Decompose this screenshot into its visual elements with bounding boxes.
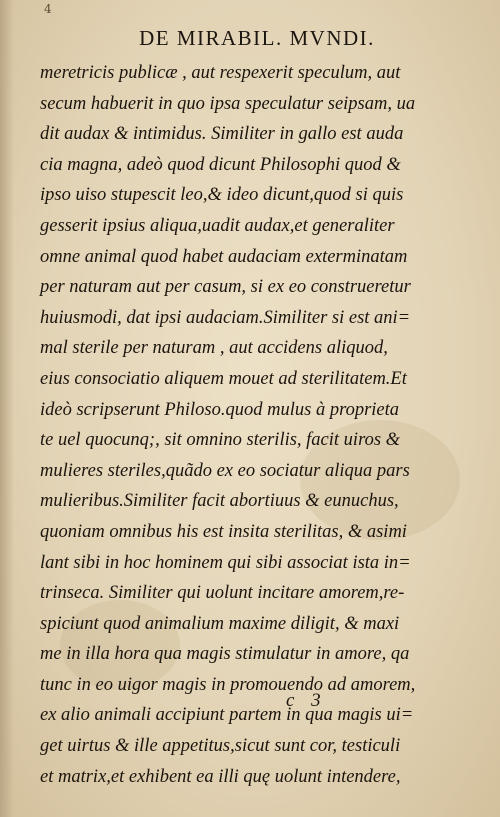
text-line: eius consociatio aliquem mouet ad sterilitatem.Et — [40, 368, 407, 389]
text-line: omne animal quod habet audaciam exterminatam — [40, 246, 408, 267]
text-line: cia magna, adeò quod dicunt Philosophi quod & — [40, 154, 401, 175]
text-line: quoniam omnibus his est insita sterilitas, & asimi — [40, 521, 407, 542]
text-line: ex alio animali accipiunt partem in qua magis ui= — [40, 705, 414, 726]
running-head: DE MIRABIL. MVNDI. — [139, 26, 375, 50]
text-line: huiusmodi, dat ipsi audaciam.Similiter si est ani= — [40, 307, 411, 328]
page-edge-shadow — [0, 0, 14, 817]
text-line: mulieres steriles,quãdo ex eo sociatur aliqua pars — [40, 460, 410, 481]
text-line: dit audax & intimidus. Similiter in gallo est auda — [40, 124, 404, 145]
text-line: mulieribus.Similiter facit abortiuus & eunuchus, — [40, 491, 399, 512]
text-line: te uel quocunq;, sit omnino sterilis, facit uiros & — [40, 430, 401, 451]
body-text — [40, 58, 470, 792]
text-line: gesserit ipsius aliqua,uadit audax,et generaliter — [40, 215, 395, 236]
text-line: get uirtus & ille appetitus,sicut sunt cor, testiculi — [40, 736, 401, 757]
text-line: ideò scripserunt Philoso.quod mulus à proprieta — [40, 399, 400, 420]
text-line: lant sibi in hoc hominem qui sibi associat ista in= — [40, 552, 411, 573]
text-line: trinseca. Similiter qui uolunt incitare amorem,re- — [40, 583, 405, 604]
text-line: mal sterile per naturam , aut accidens aliquod, — [40, 338, 388, 359]
text-line: tunc in eo uigor magis in promouendo ad amorem, — [40, 674, 416, 695]
text-line: ipso uiso stupescit leo,& ideo dicunt,quod si quis — [40, 185, 404, 206]
text-line: meretricis publicæ , aut respexerit speculum, aut — [40, 63, 401, 83]
text-line: spiciunt quod animalium maxime diligit, & maxi — [40, 613, 400, 634]
text-line: secum habuerit in quo ipsa speculatur seipsam, ua — [40, 93, 416, 114]
text-line: et matrix,et exhibent ea illi quę uolunt intendere, — [40, 766, 401, 787]
text-line: me in illa hora qua magis stimulatur in amore, qa — [40, 644, 410, 665]
corner-mark: 4 — [44, 2, 52, 16]
signature-mark: c 3 — [286, 690, 327, 711]
text-line: per naturam aut per casum, si ex eo construeretur — [40, 277, 411, 298]
